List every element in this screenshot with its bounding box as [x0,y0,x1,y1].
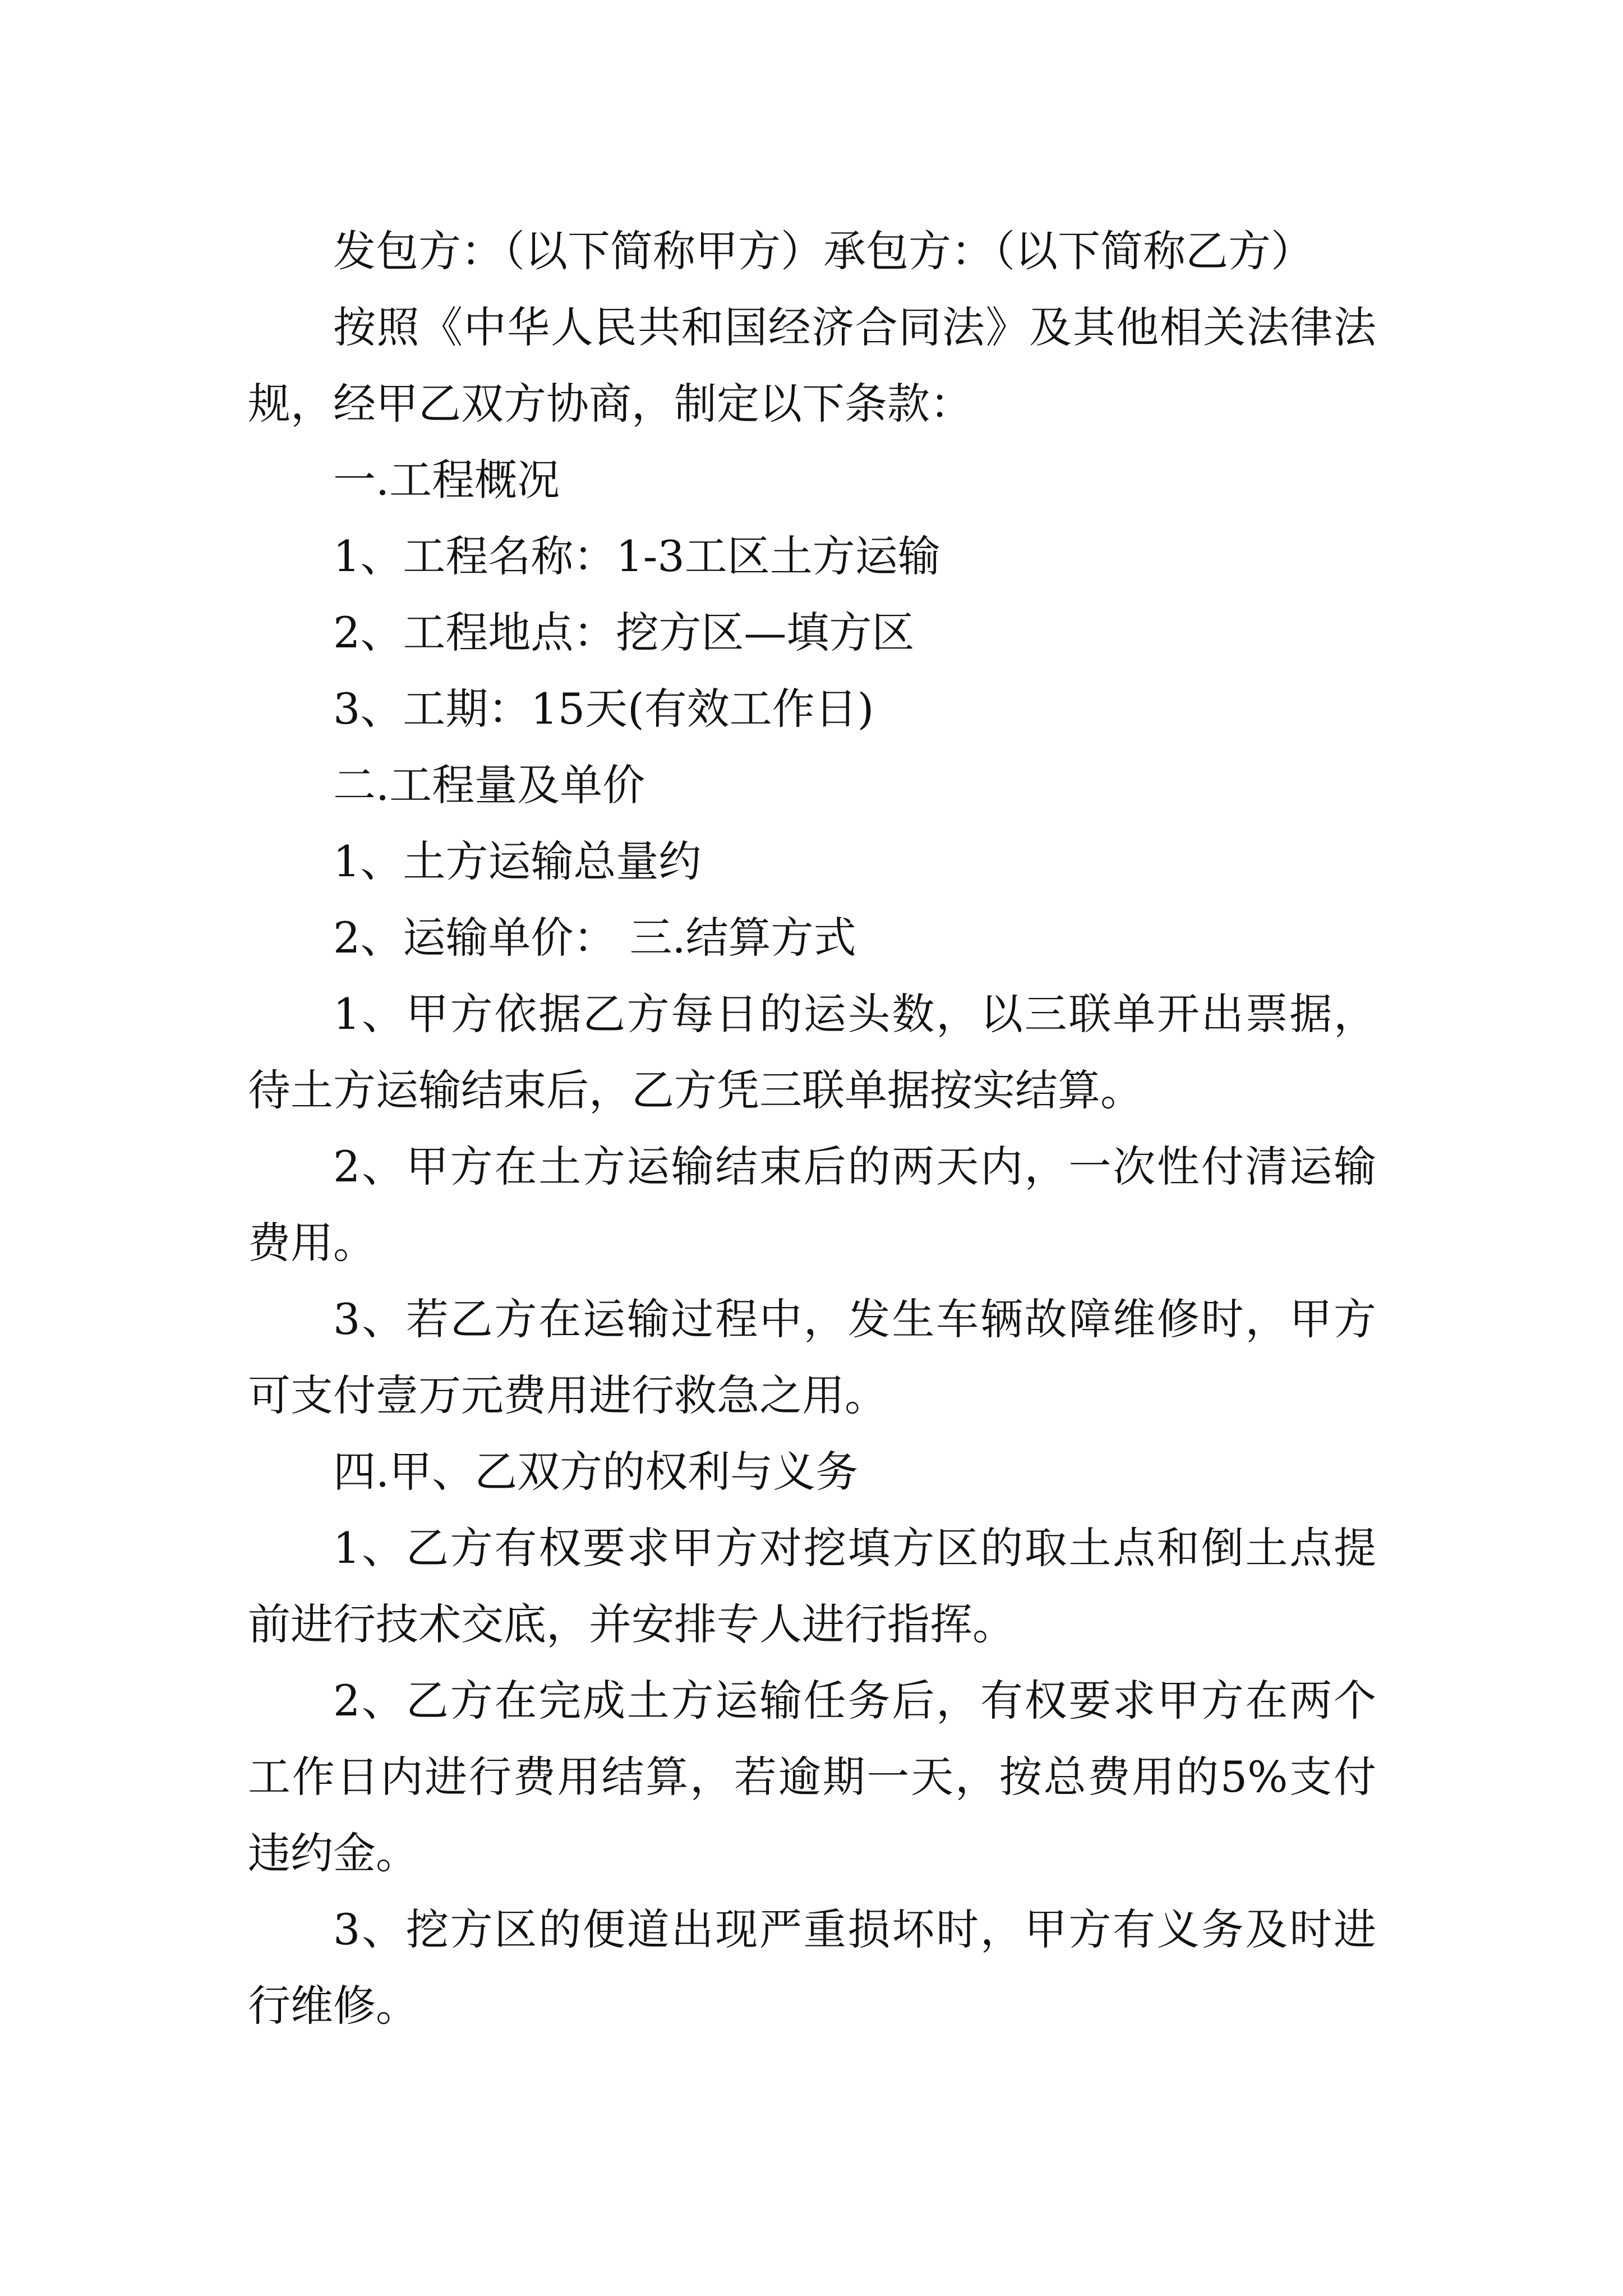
paragraph-unit-price-settlement: 2、运输单价： 三.结算方式 [333,913,856,963]
section-heading-rights-obligations: 四.甲、乙双方的权利与义务 [333,1447,859,1497]
paragraph-duration: 3、工期：15天(有效工作日) [333,684,874,734]
section-heading-quantity-price: 二.工程量及单价 [333,760,645,810]
paragraph-preamble: 按照《中华人民共和国经济合同法》及其他相关法律法规，经甲乙双方协商，制定以下条款： [248,302,1376,429]
paragraph-total-volume: 1、土方运输总量约 [333,836,702,886]
document-body [248,213,1376,2044]
paragraph-rights-1: 1、乙方有权要求甲方对挖填方区的取土点和倒土点提前进行技术交底，并安排专人进行指挥。 [248,1523,1376,1649]
paragraph-project-location: 2、工程地点：挖方区—填方区 [333,608,915,657]
paragraph-settlement-2: 2、甲方在土方运输结束后的两天内，一次性付清运输费用。 [248,1142,1376,1268]
paragraph-rights-3: 3、挖方区的便道出现严重损坏时，甲方有义务及时进行维修。 [248,1904,1376,2031]
paragraph-parties: 发包方：（以下简称甲方）承包方：（以下简称乙方） [333,226,1313,276]
section-heading-overview: 一.工程概况 [333,455,560,505]
paragraph-settlement-1: 1、甲方依据乙方每日的运头数，以三联单开出票据，待土方运输结束后，乙方凭三联单据按实结算。 [248,989,1376,1115]
paragraph-settlement-3: 3、若乙方在运输过程中，发生车辆故障维修时，甲方可支付壹万元费用进行救急之用。 [248,1294,1376,1420]
paragraph-project-name: 1、工程名称：1-3工区土方运输 [333,531,940,581]
paragraph-rights-2: 2、乙方在完成土方运输任务后，有权要求甲方在两个工作日内进行费用结算，若逾期一天，按总费用的5%支付违约金。 [248,1676,1376,1878]
